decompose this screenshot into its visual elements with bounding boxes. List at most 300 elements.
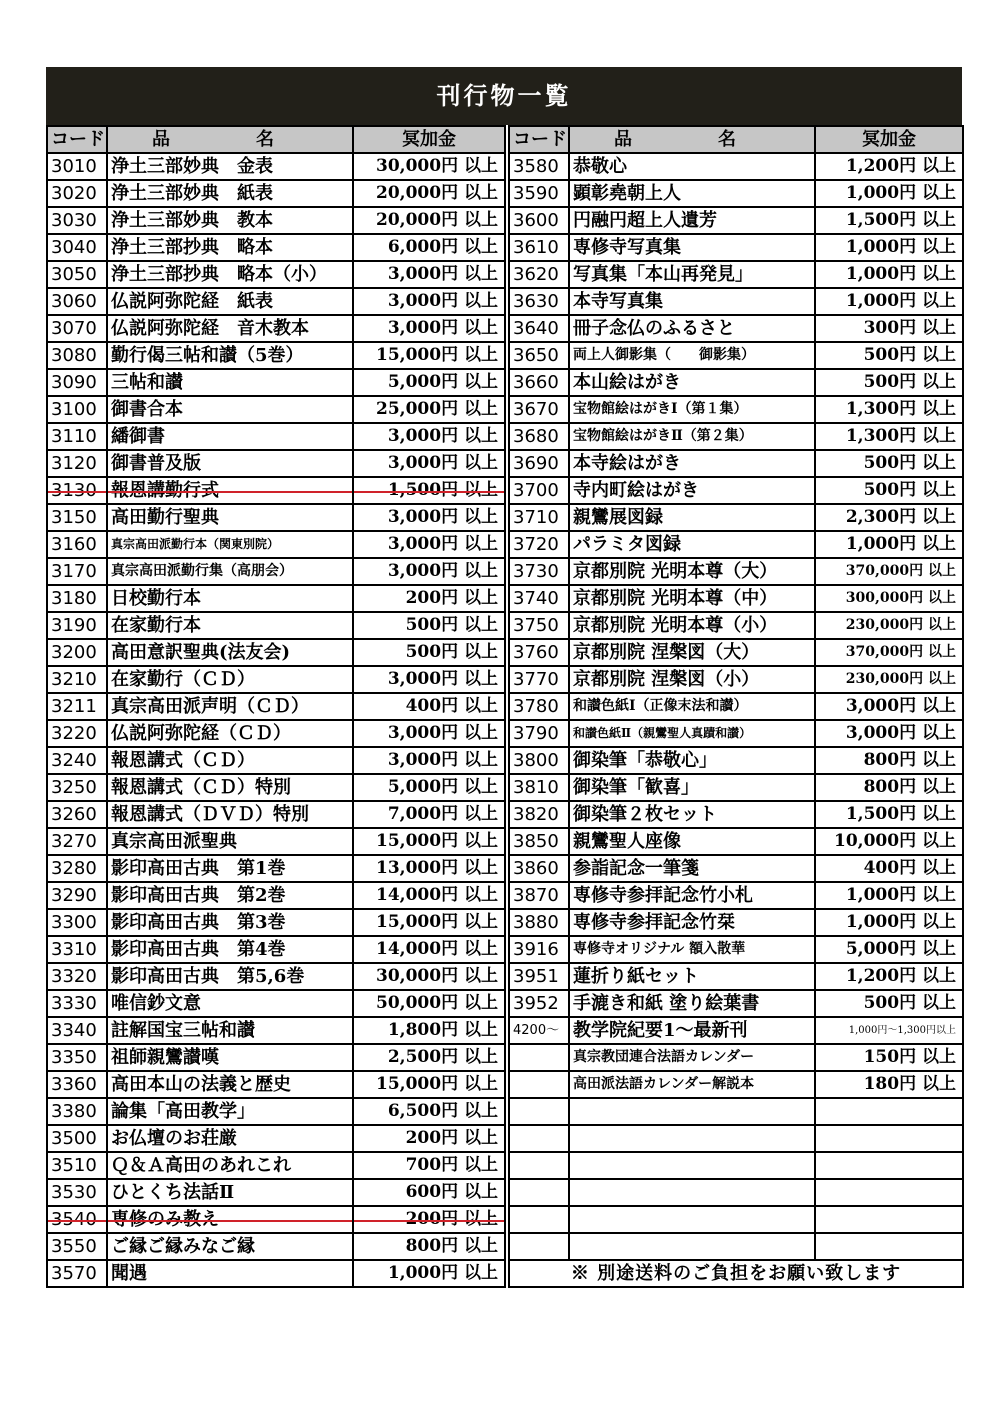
item-price: 500円 以上	[353, 639, 505, 666]
item-price: 14,000円 以上	[353, 936, 505, 963]
item-code: 3180	[47, 585, 107, 612]
item-name: 在家勤行本	[107, 612, 353, 639]
item-code: 3650	[509, 342, 569, 369]
right-table-panel	[508, 125, 962, 1288]
table-row	[509, 1233, 963, 1260]
item-code: 3040	[47, 234, 107, 261]
item-code: 3670	[509, 396, 569, 423]
item-price: 500円 以上	[815, 450, 963, 477]
item-price: 500円 以上	[353, 612, 505, 639]
item-name: 京都別院 涅槃図（小）	[569, 666, 815, 693]
item-price: 1,000円 以上	[815, 909, 963, 936]
item-price: 20,000円 以上	[353, 180, 505, 207]
item-name: 高田本山の法義と歴史	[107, 1071, 353, 1098]
table-row	[509, 909, 963, 936]
item-name: 浄土三部抄典 略本（小）	[107, 261, 353, 288]
item-name: 宝物館絵はがきⅠ（第１集）	[569, 396, 815, 423]
item-name: 高田勤行聖典	[107, 504, 353, 531]
item-name: 京都別院 光明本尊（大）	[569, 558, 815, 585]
item-code: 4200～	[509, 1017, 569, 1044]
item-name	[569, 1152, 815, 1179]
item-name: 和讃色紙Ⅱ（親鸞聖人真蹟和讃）	[569, 720, 815, 747]
item-name: 祖師親鸞讃嘆	[107, 1044, 353, 1071]
item-code: 3916	[509, 936, 569, 963]
item-code: 3500	[47, 1125, 107, 1152]
item-name: 御染筆「恭敬心」	[569, 747, 815, 774]
item-price: 50,000円 以上	[353, 990, 505, 1017]
item-code: 3740	[509, 585, 569, 612]
item-name: 註解国宝三帖和讃	[107, 1017, 353, 1044]
item-name: 教学院紀要1～最新刊	[569, 1017, 815, 1044]
item-code: 3640	[509, 315, 569, 342]
item-code: 3660	[509, 369, 569, 396]
item-price: 800円 以上	[815, 747, 963, 774]
item-name: 高田派法語カレンダー解説本	[569, 1071, 815, 1098]
item-name: 在家勤行（ＣＤ）	[107, 666, 353, 693]
item-price	[815, 1125, 963, 1152]
table-header-row	[47, 126, 505, 153]
item-code: 3680	[509, 423, 569, 450]
item-price: 1,500円 以上	[815, 801, 963, 828]
item-name: 真宗教団連合法語カレンダー	[569, 1044, 815, 1071]
item-name: 仏説阿弥陀経 音木教本	[107, 315, 353, 342]
table-row	[509, 342, 963, 369]
item-code: 3210	[47, 666, 107, 693]
notice-row	[509, 1260, 963, 1287]
item-code	[509, 1071, 569, 1098]
table-row	[47, 558, 505, 585]
item-price: 15,000円 以上	[353, 909, 505, 936]
table-row	[47, 396, 505, 423]
item-price: 3,000円 以上	[353, 720, 505, 747]
item-code: 3530	[47, 1179, 107, 1206]
page-title: 刊行物一覧	[46, 67, 962, 125]
item-name: 聞遇	[107, 1260, 353, 1287]
item-name	[569, 1179, 815, 1206]
item-code: 3250	[47, 774, 107, 801]
table-row	[47, 1179, 505, 1206]
item-code: 3260	[47, 801, 107, 828]
item-code: 3340	[47, 1017, 107, 1044]
table-row	[47, 801, 505, 828]
item-name: 蓮折り紙セット	[569, 963, 815, 990]
table-row	[509, 1098, 963, 1125]
item-name: ご縁ご縁みなご縁	[107, 1233, 353, 1260]
table-row	[509, 801, 963, 828]
item-price: 370,000円 以上	[815, 639, 963, 666]
item-name: 真宗高田派勤行集（高朋会）	[107, 558, 353, 585]
item-code	[509, 1179, 569, 1206]
item-price: 6,000円 以上	[353, 234, 505, 261]
table-row	[509, 207, 963, 234]
item-price: 500円 以上	[815, 369, 963, 396]
item-name: 報恩講式（ＣＤ）特別	[107, 774, 353, 801]
item-code: 3850	[509, 828, 569, 855]
left-table-body	[47, 153, 505, 1287]
item-code: 3270	[47, 828, 107, 855]
table-row	[47, 828, 505, 855]
item-price: 15,000円 以上	[353, 828, 505, 855]
item-code: 3070	[47, 315, 107, 342]
item-code: 3170	[47, 558, 107, 585]
table-row	[509, 423, 963, 450]
table-row	[509, 774, 963, 801]
item-price: 400円 以上	[815, 855, 963, 882]
table-row	[509, 855, 963, 882]
table-row	[509, 1044, 963, 1071]
item-name: 参詣記念一筆箋	[569, 855, 815, 882]
table-row	[509, 153, 963, 180]
item-code: 3360	[47, 1071, 107, 1098]
item-name: 専修のみ教え	[107, 1206, 353, 1233]
item-price: 1,000円～1,300円以上	[815, 1017, 963, 1044]
item-price: 3,000円 以上	[353, 423, 505, 450]
table-row	[509, 531, 963, 558]
table-row	[509, 1125, 963, 1152]
item-name: 浄土三部抄典 略本	[107, 234, 353, 261]
table-row	[509, 369, 963, 396]
item-price: 200円 以上	[353, 1125, 505, 1152]
item-price: 370,000円 以上	[815, 558, 963, 585]
item-code: 3630	[509, 288, 569, 315]
item-name: 写真集「本山再発見」	[569, 261, 815, 288]
item-price: 1,300円 以上	[815, 396, 963, 423]
item-price: 3,000円 以上	[353, 531, 505, 558]
item-code: 3620	[509, 261, 569, 288]
item-name: 本山絵はがき	[569, 369, 815, 396]
item-code: 3150	[47, 504, 107, 531]
item-name: 京都別院 涅槃図（大）	[569, 639, 815, 666]
table-row	[47, 747, 505, 774]
item-price: 500円 以上	[815, 477, 963, 504]
table-row	[47, 315, 505, 342]
table-row	[47, 504, 505, 531]
table-row	[47, 963, 505, 990]
table-row	[509, 720, 963, 747]
item-name: 両上人御影集（ 御影集）	[569, 342, 815, 369]
item-code: 3280	[47, 855, 107, 882]
item-name: パラミタ図録	[569, 531, 815, 558]
table-row	[47, 207, 505, 234]
table-row	[47, 423, 505, 450]
item-name: 宝物館絵はがきⅡ（第２集）	[569, 423, 815, 450]
item-name	[569, 1125, 815, 1152]
item-code: 3510	[47, 1152, 107, 1179]
item-name: 繙御書	[107, 423, 353, 450]
item-name: 本寺絵はがき	[569, 450, 815, 477]
item-name: 仏説阿弥陀経（ＣＤ）	[107, 720, 353, 747]
item-code: 3200	[47, 639, 107, 666]
item-code: 3290	[47, 882, 107, 909]
header-price: 冥加金	[353, 126, 505, 153]
item-name: 円融円超上人遺芳	[569, 207, 815, 234]
item-price: 3,000円 以上	[353, 558, 505, 585]
right-price-table	[508, 125, 964, 1288]
table-row	[47, 342, 505, 369]
item-price: 700円 以上	[353, 1152, 505, 1179]
item-name: お仏壇のお荘厳	[107, 1125, 353, 1152]
item-code: 3860	[509, 855, 569, 882]
item-code	[509, 1152, 569, 1179]
header-price: 冥加金	[815, 126, 963, 153]
item-price: 3,000円 以上	[353, 747, 505, 774]
item-price: 1,000円 以上	[815, 531, 963, 558]
item-name: 浄土三部妙典 金表	[107, 153, 353, 180]
item-name: 影印高田古典 第4巻	[107, 936, 353, 963]
item-price: 5,000円 以上	[815, 936, 963, 963]
item-code: 3690	[509, 450, 569, 477]
table-row	[509, 1152, 963, 1179]
item-code: 3010	[47, 153, 107, 180]
left-price-table	[46, 125, 506, 1288]
table-row	[47, 666, 505, 693]
item-code: 3550	[47, 1233, 107, 1260]
item-price: 2,300円 以上	[815, 504, 963, 531]
item-name	[569, 1098, 815, 1125]
item-code: 3880	[509, 909, 569, 936]
item-code: 3790	[509, 720, 569, 747]
item-price: 1,000円 以上	[353, 1260, 505, 1287]
item-code: 3130	[47, 477, 107, 504]
item-name: 親鸞聖人座像	[569, 828, 815, 855]
table-row	[47, 882, 505, 909]
item-price: 1,300円 以上	[815, 423, 963, 450]
table-row	[47, 639, 505, 666]
item-name: 冊子念仏のふるさと	[569, 315, 815, 342]
item-code: 3590	[509, 180, 569, 207]
item-price: 2,500円 以上	[353, 1044, 505, 1071]
right-table-body	[509, 153, 963, 1260]
table-row	[509, 180, 963, 207]
table-row	[47, 1017, 505, 1044]
item-price: 15,000円 以上	[353, 342, 505, 369]
item-name: 本寺写真集	[569, 288, 815, 315]
item-price: 1,000円 以上	[815, 261, 963, 288]
item-code: 3190	[47, 612, 107, 639]
item-name: 恭敬心	[569, 153, 815, 180]
item-code: 3320	[47, 963, 107, 990]
item-code: 3030	[47, 207, 107, 234]
table-row	[47, 234, 505, 261]
item-price	[815, 1098, 963, 1125]
item-price: 1,500円 以上	[353, 477, 505, 504]
item-name: 御書普及版	[107, 450, 353, 477]
item-code: 3870	[509, 882, 569, 909]
table-row	[509, 936, 963, 963]
table-row	[509, 450, 963, 477]
item-code: 3951	[509, 963, 569, 990]
item-name: 京都別院 光明本尊（小）	[569, 612, 815, 639]
table-row	[47, 450, 505, 477]
table-row	[509, 963, 963, 990]
item-price: 1,200円 以上	[815, 153, 963, 180]
item-code: 3730	[509, 558, 569, 585]
table-row	[47, 261, 505, 288]
header-name: 品 名	[107, 126, 353, 153]
item-code: 3350	[47, 1044, 107, 1071]
table-row	[509, 1017, 963, 1044]
item-name: 親鸞展図録	[569, 504, 815, 531]
table-row	[47, 1206, 505, 1233]
item-price: 3,000円 以上	[353, 315, 505, 342]
table-row	[509, 558, 963, 585]
table-row	[509, 612, 963, 639]
item-price: 1,000円 以上	[815, 288, 963, 315]
item-name: Ｑ＆Ａ高田のあれこれ	[107, 1152, 353, 1179]
item-price	[815, 1206, 963, 1233]
table-row	[47, 909, 505, 936]
item-code: 3600	[509, 207, 569, 234]
shipping-notice: ※ 別途送料のご負担をお願い致します	[509, 1260, 963, 1287]
table-row	[509, 396, 963, 423]
table-row	[509, 990, 963, 1017]
item-name: 専修寺写真集	[569, 234, 815, 261]
item-price: 180円 以上	[815, 1071, 963, 1098]
item-price: 400円 以上	[353, 693, 505, 720]
item-name: 真宗高田派聖典	[107, 828, 353, 855]
table-row	[509, 1071, 963, 1098]
table-row	[509, 234, 963, 261]
table-row	[509, 882, 963, 909]
item-price: 1,000円 以上	[815, 882, 963, 909]
item-price	[815, 1233, 963, 1260]
item-code: 3310	[47, 936, 107, 963]
item-name: 手漉き和紙 塗り絵葉書	[569, 990, 815, 1017]
item-code: 3770	[509, 666, 569, 693]
table-row	[509, 666, 963, 693]
item-price: 600円 以上	[353, 1179, 505, 1206]
table-row	[509, 693, 963, 720]
item-code: 3380	[47, 1098, 107, 1125]
table-row	[47, 1071, 505, 1098]
table-row	[47, 180, 505, 207]
table-row	[47, 369, 505, 396]
table-row	[509, 747, 963, 774]
table-row	[47, 612, 505, 639]
item-name: 御染筆「歓喜」	[569, 774, 815, 801]
table-row	[47, 774, 505, 801]
table-row	[47, 1098, 505, 1125]
table-row	[47, 585, 505, 612]
item-name: 専修寺参拝記念竹栞	[569, 909, 815, 936]
item-price: 13,000円 以上	[353, 855, 505, 882]
item-code: 3020	[47, 180, 107, 207]
item-price: 30,000円 以上	[353, 963, 505, 990]
item-name: 影印高田古典 第5,6巻	[107, 963, 353, 990]
item-code: 3710	[509, 504, 569, 531]
item-code: 3220	[47, 720, 107, 747]
item-code: 3211	[47, 693, 107, 720]
table-row	[509, 477, 963, 504]
item-name: 仏説阿弥陀経 紙表	[107, 288, 353, 315]
item-price: 1,500円 以上	[815, 207, 963, 234]
table-row	[47, 936, 505, 963]
item-code: 3540	[47, 1206, 107, 1233]
table-row	[47, 1152, 505, 1179]
item-code: 3060	[47, 288, 107, 315]
item-code: 3300	[47, 909, 107, 936]
item-code: 3800	[509, 747, 569, 774]
item-price: 3,000円 以上	[353, 504, 505, 531]
item-price: 3,000円 以上	[353, 288, 505, 315]
item-name: 浄土三部妙典 紙表	[107, 180, 353, 207]
item-price	[815, 1152, 963, 1179]
item-price: 3,000円 以上	[353, 450, 505, 477]
item-price: 1,000円 以上	[815, 180, 963, 207]
item-code: 3610	[509, 234, 569, 261]
item-code: 3580	[509, 153, 569, 180]
item-price: 10,000円 以上	[815, 828, 963, 855]
item-code: 3240	[47, 747, 107, 774]
item-name: 真宗高田派勤行本（関東別院）	[107, 531, 353, 558]
item-price: 1,200円 以上	[815, 963, 963, 990]
table-row	[509, 639, 963, 666]
item-price: 150円 以上	[815, 1044, 963, 1071]
item-name: 和讃色紙Ⅰ（正像末法和讃）	[569, 693, 815, 720]
item-code	[509, 1098, 569, 1125]
item-name: 影印高田古典 第2巻	[107, 882, 353, 909]
item-price: 500円 以上	[815, 342, 963, 369]
item-price: 15,000円 以上	[353, 1071, 505, 1098]
item-code: 3110	[47, 423, 107, 450]
table-row	[509, 288, 963, 315]
item-code: 3120	[47, 450, 107, 477]
item-price: 1,800円 以上	[353, 1017, 505, 1044]
item-code: 3952	[509, 990, 569, 1017]
item-price: 20,000円 以上	[353, 207, 505, 234]
table-row	[509, 504, 963, 531]
item-name: 浄土三部妙典 教本	[107, 207, 353, 234]
item-name: 報恩講式（ＤＶＤ）特別	[107, 801, 353, 828]
item-code: 3820	[509, 801, 569, 828]
item-name: 論集「高田教学」	[107, 1098, 353, 1125]
item-name: 影印高田古典 第1巻	[107, 855, 353, 882]
table-row	[509, 261, 963, 288]
table-row	[509, 585, 963, 612]
header-name: 品 名	[569, 126, 815, 153]
item-name: 報恩講式（ＣＤ）	[107, 747, 353, 774]
item-price: 30,000円 以上	[353, 153, 505, 180]
table-row	[47, 153, 505, 180]
item-price	[815, 1179, 963, 1206]
item-price: 500円 以上	[815, 990, 963, 1017]
item-code	[509, 1233, 569, 1260]
item-name: 御染筆２枚セット	[569, 801, 815, 828]
left-table-panel	[46, 125, 504, 1288]
item-price: 7,000円 以上	[353, 801, 505, 828]
price-list-sheet	[46, 67, 962, 1367]
table-row	[509, 828, 963, 855]
table-row	[47, 1044, 505, 1071]
item-name: 専修寺参拝記念竹小札	[569, 882, 815, 909]
item-name: 日校勤行本	[107, 585, 353, 612]
table-row	[47, 855, 505, 882]
item-price: 300,000円 以上	[815, 585, 963, 612]
table-row	[47, 1260, 505, 1287]
table-row	[47, 531, 505, 558]
table-row	[47, 1233, 505, 1260]
item-code: 3090	[47, 369, 107, 396]
item-price: 5,000円 以上	[353, 369, 505, 396]
item-name: 専修寺オリジナル 額入散華	[569, 936, 815, 963]
item-price: 800円 以上	[353, 1233, 505, 1260]
item-name: 高田意訳聖典(法友会)	[107, 639, 353, 666]
item-code: 3160	[47, 531, 107, 558]
item-price: 300円 以上	[815, 315, 963, 342]
item-code	[509, 1044, 569, 1071]
item-code: 3810	[509, 774, 569, 801]
item-code: 3700	[509, 477, 569, 504]
